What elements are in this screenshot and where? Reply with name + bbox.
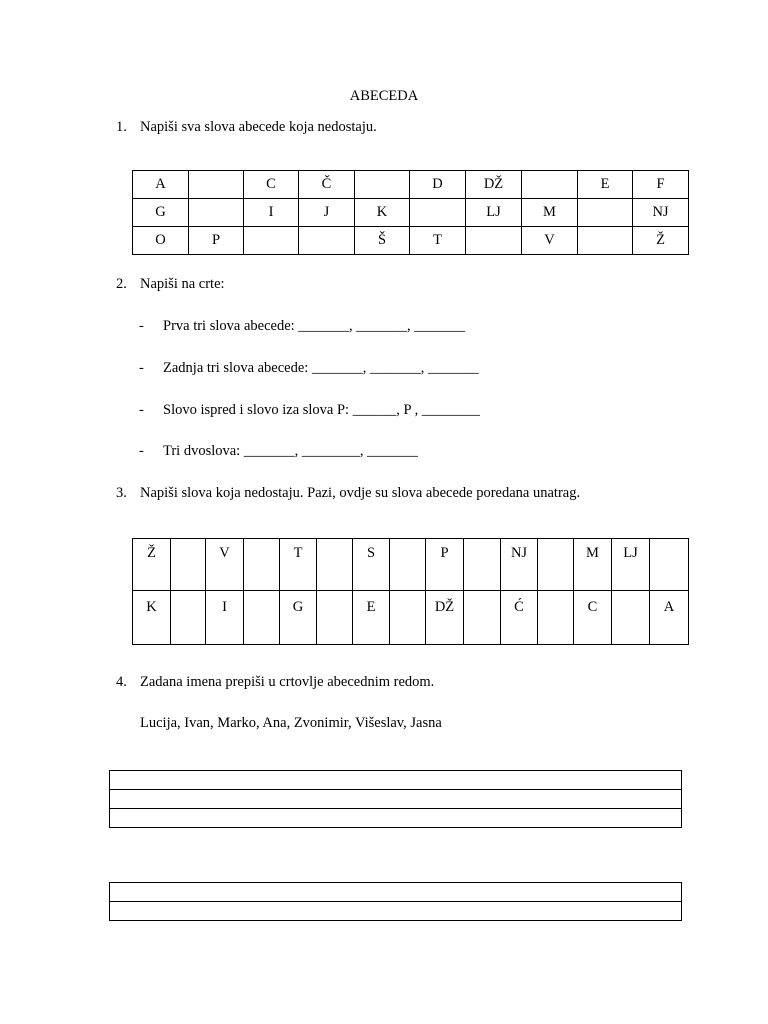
blank-letter-cell[interactable] — [464, 539, 501, 591]
letter-cell: G — [280, 591, 317, 645]
alphabet-row — [133, 171, 689, 199]
letter-cell: V — [522, 227, 578, 255]
letter-cell: O — [133, 227, 189, 255]
letter-cell: C — [244, 171, 299, 199]
page-title: ABECEDA — [349, 88, 419, 104]
task-2-item — [139, 360, 479, 377]
blank-letter-cell[interactable] — [317, 591, 353, 645]
letter-cell: DŽ — [466, 171, 522, 199]
task-text: Napiši na crte: — [140, 276, 225, 292]
blank-letter-cell[interactable] — [299, 227, 355, 255]
letter-cell: K — [355, 199, 410, 227]
letter-cell: LJ — [466, 199, 522, 227]
blank-letter-cell[interactable] — [244, 591, 280, 645]
letter-cell: T — [280, 539, 317, 591]
writing-line[interactable] — [110, 902, 682, 921]
letter-cell: F — [633, 171, 689, 199]
reverse-alphabet-table — [132, 538, 689, 645]
task-2-item — [139, 402, 480, 419]
blank-letter-cell[interactable] — [390, 539, 426, 591]
fill-in-line[interactable]: Prva tri slova abecede: _______, _______, _______ — [163, 318, 466, 334]
fill-in-line[interactable]: Tri dvoslova: _______, ________, _______ — [163, 443, 418, 459]
blank-letter-cell[interactable] — [244, 227, 299, 255]
letter-cell: E — [353, 591, 390, 645]
letter-cell: M — [522, 199, 578, 227]
reverse-alphabet-row — [133, 591, 689, 645]
blank-letter-cell[interactable] — [317, 539, 353, 591]
writing-line[interactable] — [110, 883, 682, 902]
reverse-alphabet-row — [133, 539, 689, 591]
blank-letter-cell[interactable] — [171, 539, 206, 591]
blank-letter-cell[interactable] — [578, 227, 633, 255]
letter-cell: C — [574, 591, 612, 645]
blank-letter-cell[interactable] — [522, 171, 578, 199]
letter-cell: V — [206, 539, 244, 591]
letter-cell: Ž — [633, 227, 689, 255]
blank-letter-cell[interactable] — [410, 199, 466, 227]
blank-letter-cell[interactable] — [466, 227, 522, 255]
fill-in-line[interactable]: Slovo ispred i slovo iza slova P: ______, P , ________ — [163, 402, 480, 418]
names-list: Lucija, Ivan, Marko, Ana, Zvonimir, Višeslav, Jasna — [140, 715, 442, 731]
letter-cell: E — [578, 171, 633, 199]
letter-cell: NJ — [633, 199, 689, 227]
letter-cell: NJ — [501, 539, 538, 591]
writing-line[interactable] — [110, 790, 682, 809]
letter-cell: G — [133, 199, 189, 227]
blank-letter-cell[interactable] — [538, 539, 574, 591]
blank-letter-cell[interactable] — [355, 171, 410, 199]
alphabet-row — [133, 227, 689, 255]
letter-cell: Ž — [133, 539, 171, 591]
task-2-heading — [116, 276, 225, 293]
bullet-dash: - — [139, 360, 144, 376]
letter-cell: Ć — [501, 591, 538, 645]
task-number: 4. — [116, 674, 127, 690]
letter-cell: DŽ — [426, 591, 464, 645]
writing-line[interactable] — [110, 809, 682, 828]
task-text: Zadana imena prepiši u crtovlje abecednim redom. — [140, 674, 435, 690]
letter-cell: I — [206, 591, 244, 645]
blank-letter-cell[interactable] — [171, 591, 206, 645]
letter-cell: P — [426, 539, 464, 591]
letter-cell: I — [244, 199, 299, 227]
letter-cell: LJ — [612, 539, 650, 591]
writing-line[interactable] — [110, 771, 682, 790]
blank-letter-cell[interactable] — [390, 591, 426, 645]
blank-letter-cell[interactable] — [189, 171, 244, 199]
writing-lines[interactable] — [109, 770, 682, 828]
letter-cell: M — [574, 539, 612, 591]
blank-letter-cell[interactable] — [650, 539, 689, 591]
task-text: Napiši sva slova abecede koja nedostaju. — [140, 119, 377, 135]
blank-letter-cell[interactable] — [189, 199, 244, 227]
blank-letter-cell[interactable] — [612, 591, 650, 645]
letter-cell: Š — [355, 227, 410, 255]
blank-letter-cell[interactable] — [538, 591, 574, 645]
task-3-heading — [116, 485, 580, 502]
task-number: 2. — [116, 276, 127, 292]
letter-cell: J — [299, 199, 355, 227]
task-2-item — [139, 318, 465, 335]
blank-letter-cell[interactable] — [464, 591, 501, 645]
letter-cell: D — [410, 171, 466, 199]
task-number: 3. — [116, 485, 127, 501]
blank-letter-cell[interactable] — [578, 199, 633, 227]
bullet-dash: - — [139, 402, 144, 418]
alphabet-table — [132, 170, 689, 255]
letter-cell: Č — [299, 171, 355, 199]
task-number: 1. — [116, 119, 127, 135]
letter-cell: A — [650, 591, 689, 645]
bullet-dash: - — [139, 318, 144, 334]
task-4-heading — [116, 674, 434, 691]
letter-cell: K — [133, 591, 171, 645]
letter-cell: S — [353, 539, 390, 591]
letter-cell: A — [133, 171, 189, 199]
task-2-item — [139, 443, 418, 460]
writing-lines[interactable] — [109, 882, 682, 921]
letter-cell: P — [189, 227, 244, 255]
alphabet-row — [133, 199, 689, 227]
bullet-dash: - — [139, 443, 144, 459]
blank-letter-cell[interactable] — [244, 539, 280, 591]
task-text: Napiši slova koja nedostaju. Pazi, ovdje su slova abecede poredana unatrag. — [140, 485, 581, 501]
fill-in-line[interactable]: Zadnja tri slova abecede: _______, _______, _______ — [163, 360, 479, 376]
letter-cell: T — [410, 227, 466, 255]
task-1-heading — [116, 119, 377, 136]
